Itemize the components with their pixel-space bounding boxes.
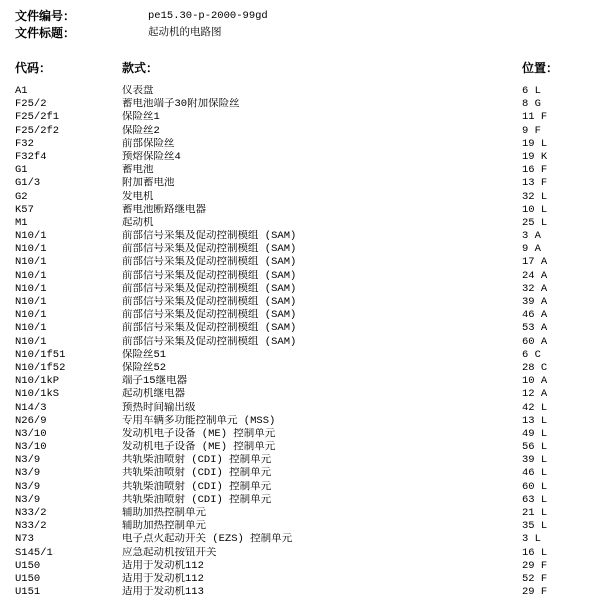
position-cell: 46 L	[522, 467, 548, 480]
description-cell: 适用于发动机113	[122, 586, 204, 599]
position-cell: 32 L	[522, 190, 548, 203]
description-cell: 共轨柴油喷射 (CDI) 控制单元	[122, 480, 272, 493]
table-row	[15, 309, 592, 322]
code-cell: N26/9	[15, 414, 47, 427]
code-cell: F32f4	[15, 150, 47, 163]
code-cell: G2	[15, 190, 28, 203]
description-cell: 应急起动机按钮开关	[122, 546, 217, 559]
position-cell: 16 L	[522, 546, 548, 559]
table-row	[15, 98, 592, 111]
column-header-code: 代码：	[15, 61, 52, 75]
table-row	[15, 375, 592, 388]
description-cell: 保险丝52	[122, 361, 167, 374]
table-row	[15, 454, 592, 467]
table-row	[15, 415, 592, 428]
position-cell: 39 L	[522, 454, 548, 467]
code-cell: N3/9	[15, 480, 41, 493]
description-cell: 前部信号采集及促动控制模组 (SAM)	[122, 282, 297, 295]
document-title-label: 文件标题：	[15, 26, 76, 40]
code-cell: N73	[15, 533, 34, 546]
code-cell: N10/1	[15, 322, 47, 335]
position-cell: 17 A	[522, 256, 548, 269]
description-cell: 前部信号采集及促动控制模组 (SAM)	[122, 269, 297, 282]
position-cell: 3 A	[522, 230, 541, 243]
position-cell: 11 F	[522, 111, 548, 124]
document-number-line	[15, 9, 595, 26]
position-cell: 10 L	[522, 203, 548, 216]
description-cell: 预热时间输出级	[122, 401, 196, 414]
position-cell: 6 C	[522, 348, 541, 361]
code-cell: S145/1	[15, 546, 53, 559]
position-cell: 39 A	[522, 296, 548, 308]
code-cell: F25/2f1	[15, 111, 60, 124]
table-row	[15, 230, 592, 243]
position-cell: 42 L	[522, 401, 548, 414]
table-row	[15, 547, 592, 560]
description-cell: 保险丝51	[122, 348, 167, 361]
code-cell: N10/1	[15, 243, 47, 256]
document-title-line	[15, 26, 595, 43]
description-cell: 保险丝2	[122, 124, 160, 137]
code-cell: N33/2	[15, 507, 47, 519]
position-cell: 52 F	[522, 572, 548, 585]
document-number-value: pe15.30-p-2000-99gd	[148, 10, 268, 22]
code-cell: N3/9	[15, 493, 41, 506]
description-cell: 端子15继电器	[122, 375, 188, 388]
table-row	[15, 164, 592, 177]
position-cell: 10 A	[522, 375, 548, 388]
code-cell: N3/10	[15, 441, 47, 454]
table-row	[15, 520, 592, 533]
document-number-label: 文件编号：	[15, 9, 76, 23]
table-row	[15, 204, 592, 217]
code-cell: M1	[15, 216, 28, 229]
position-cell: 28 C	[522, 361, 548, 374]
table-row	[15, 322, 592, 335]
table-row	[15, 138, 592, 151]
table-header	[15, 61, 592, 75]
description-cell: 发电机	[122, 190, 154, 203]
code-cell: K57	[15, 203, 34, 216]
description-cell: 共轨柴油喷射 (CDI) 控制单元	[122, 493, 272, 506]
code-cell: N10/1f51	[15, 348, 66, 361]
table-row	[15, 296, 592, 309]
code-cell: N10/1	[15, 230, 47, 243]
code-cell: G1/3	[15, 177, 41, 190]
component-list	[15, 85, 592, 599]
description-cell: 适用于发动机112	[122, 559, 204, 572]
table-row	[15, 533, 592, 546]
position-cell: 13 F	[522, 177, 548, 190]
table-row	[15, 283, 592, 296]
code-cell: N10/1	[15, 335, 47, 348]
table-row	[15, 177, 592, 190]
code-cell: N10/1	[15, 256, 47, 269]
position-cell: 9 A	[522, 243, 541, 256]
description-cell: 前部信号采集及促动控制模组 (SAM)	[122, 296, 297, 308]
code-cell: N3/10	[15, 427, 47, 440]
column-header-position: 位置：	[522, 61, 559, 75]
code-cell: N14/3	[15, 401, 47, 414]
position-cell: 3 L	[522, 533, 541, 546]
table-row	[15, 441, 592, 454]
position-cell: 29 F	[522, 559, 548, 572]
position-cell: 6 L	[522, 85, 541, 97]
table-row	[15, 217, 592, 230]
position-cell: 32 A	[522, 282, 548, 295]
code-cell: G1	[15, 164, 28, 177]
table-row	[15, 507, 592, 520]
table-row	[15, 191, 592, 204]
position-cell: 49 L	[522, 427, 548, 440]
description-cell: 适用于发动机112	[122, 572, 204, 585]
description-cell: 辅助加热控制单元	[122, 520, 206, 533]
table-row	[15, 349, 592, 362]
description-cell: 附加蓄电池	[122, 177, 175, 190]
description-cell: 起动机	[122, 216, 154, 229]
description-cell: 发动机电子设备 (ME) 控制单元	[122, 441, 276, 454]
code-cell: N10/1f52	[15, 361, 66, 374]
description-cell: 前部信号采集及促动控制模组 (SAM)	[122, 230, 297, 243]
position-cell: 35 L	[522, 520, 548, 533]
table-row	[15, 270, 592, 283]
code-cell: F32	[15, 137, 34, 150]
description-cell: 共轨柴油喷射 (CDI) 控制单元	[122, 467, 272, 480]
code-cell: F25/2	[15, 98, 47, 111]
description-cell: 仪表盘	[122, 85, 154, 97]
description-cell: 辅助加热控制单元	[122, 507, 206, 519]
code-cell: N10/1	[15, 269, 47, 282]
table-row	[15, 151, 592, 164]
description-cell: 共轨柴油喷射 (CDI) 控制单元	[122, 454, 272, 467]
code-cell: N10/1	[15, 296, 47, 308]
position-cell: 9 F	[522, 124, 541, 137]
position-cell: 63 L	[522, 493, 548, 506]
code-cell: U150	[15, 572, 41, 585]
description-cell: 前部信号采集及促动控制模组 (SAM)	[122, 335, 297, 348]
position-cell: 19 K	[522, 150, 548, 163]
table-row	[15, 388, 592, 401]
position-cell: 12 A	[522, 388, 548, 401]
table-row	[15, 428, 592, 441]
table-row	[15, 560, 592, 573]
code-cell: N10/1kS	[15, 388, 60, 401]
table-row	[15, 336, 592, 349]
document-header	[15, 9, 595, 43]
code-cell: N3/9	[15, 454, 41, 467]
position-cell: 25 L	[522, 216, 548, 229]
position-cell: 46 A	[522, 309, 548, 322]
description-cell: 蓄电池端子30附加保险丝	[122, 98, 240, 111]
code-cell: U150	[15, 559, 41, 572]
position-cell: 16 F	[522, 164, 548, 177]
table-row	[15, 362, 592, 375]
table-row	[15, 243, 592, 256]
table-row	[15, 586, 592, 599]
table-row	[15, 402, 592, 415]
position-cell: 60 A	[522, 335, 548, 348]
description-cell: 起动机继电器	[122, 388, 185, 401]
table-row	[15, 494, 592, 507]
description-cell: 发动机电子设备 (ME) 控制单元	[122, 427, 276, 440]
position-cell: 21 L	[522, 507, 548, 519]
table-row	[15, 85, 592, 98]
table-row	[15, 125, 592, 138]
document-title-value: 起动机的电路图	[148, 27, 222, 39]
description-cell: 前部保险丝	[122, 137, 175, 150]
description-cell: 蓄电池断路继电器	[122, 203, 206, 216]
code-cell: N3/9	[15, 467, 41, 480]
table-row	[15, 481, 592, 494]
code-cell: N10/1kP	[15, 375, 60, 388]
description-cell: 保险丝1	[122, 111, 160, 124]
description-cell: 前部信号采集及促动控制模组 (SAM)	[122, 243, 297, 256]
table-row	[15, 467, 592, 480]
column-header-description: 款式：	[122, 61, 159, 75]
description-cell: 前部信号采集及促动控制模组 (SAM)	[122, 322, 297, 335]
table-row	[15, 111, 592, 124]
position-cell: 8 G	[522, 98, 541, 111]
code-cell: A1	[15, 85, 28, 97]
position-cell: 29 F	[522, 586, 548, 599]
table-row	[15, 256, 592, 269]
table-row	[15, 573, 592, 586]
position-cell: 53 A	[522, 322, 548, 335]
code-cell: N10/1	[15, 282, 47, 295]
position-cell: 19 L	[522, 137, 548, 150]
description-cell: 蓄电池	[122, 164, 154, 177]
position-cell: 13 L	[522, 414, 548, 427]
position-cell: 60 L	[522, 480, 548, 493]
position-cell: 24 A	[522, 269, 548, 282]
description-cell: 预熔保险丝4	[122, 150, 181, 163]
code-cell: F25/2f2	[15, 124, 60, 137]
description-cell: 前部信号采集及促动控制模组 (SAM)	[122, 256, 297, 269]
position-cell: 56 L	[522, 441, 548, 454]
code-cell: N10/1	[15, 309, 47, 322]
description-cell: 前部信号采集及促动控制模组 (SAM)	[122, 309, 297, 322]
description-cell: 电子点火起动开关 (EZS) 控制单元	[122, 533, 293, 546]
code-cell: U151	[15, 586, 41, 599]
code-cell: N33/2	[15, 520, 47, 533]
description-cell: 专用车辆多功能控制单元 (MSS)	[122, 414, 276, 427]
